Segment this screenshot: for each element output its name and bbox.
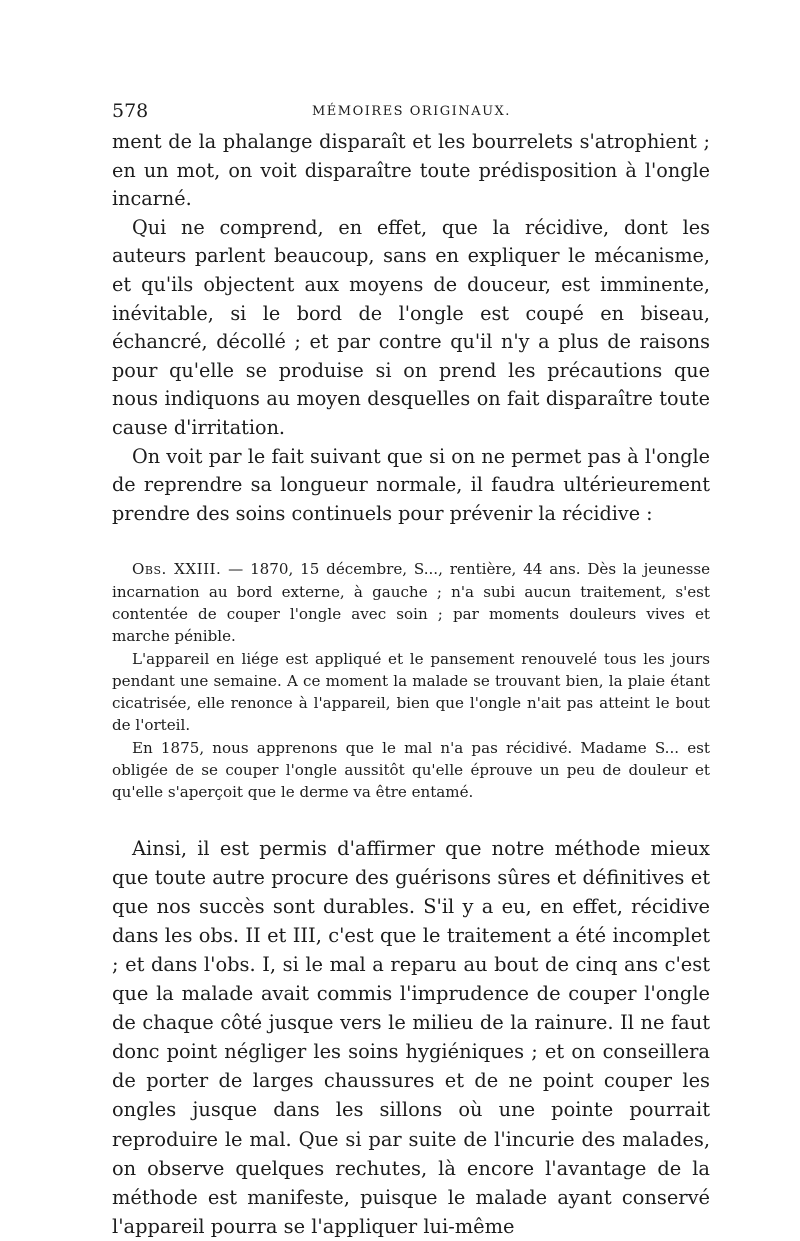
observation-block — [112, 558, 710, 803]
closing-paragraph: Ainsi, il est permis d'affirmer que notre méthode mieux que toute autre procure des guérisons sûres et définitives et que nos succès sont durables. S'il y a eu, en effet, récidive dans les obs. II et III, c'est que le traitement a été incomplet ; et dans l'obs. I, si le mal a reparu au bout de cinq ans c'est que la malade avait commis l'imprudence de couper l'ongle de chaque côté jusque vers le milieu de la rainure. Il ne faut donc point négliger les soins hygiéniques ; et on conseillera de porter de larges chaussures et de ne point couper les ongles jusque dans les sillons où une pointe pourrait reproduire le mal. Que si par suite de l'incurie des malades, on observe quelques rechutes, là encore l'avantage de la méthode est manifeste, puisque le malade ayant conservé l'appareil pourra se l'appliquer lui-même — [112, 836, 710, 1238]
main-text — [112, 128, 710, 528]
page-number: 578 — [112, 100, 149, 122]
observation-paragraph: En 1875, nous apprenons que le mal n'a pas récidivé. Madame S... est obligée de se couper l'ongle aussitôt qu'elle éprouve un peu de douleur et qu'elle s'aperçoit que le derme va être entamé. — [112, 738, 710, 802]
observation-label: Obs. XXIII. — [132, 560, 222, 579]
running-title: MÉMOIRES ORIGINAUX. — [312, 104, 511, 119]
observation-paragraph: L'appareil en liége est appliqué et le pansement renouvelé tous les jours pendant une semaine. A ce moment la malade se trouvant bien, la plaie étant cicatrisée, elle renonce à l'appareil, bien que l'ongle n'ait pas atteint le bout de l'orteil. — [112, 649, 710, 735]
running-head — [112, 100, 710, 128]
observation-details: — 1870, 15 décembre, S..., rentière, 44 ans. Dès la jeunesse incarnation au bord externe, à gauche ; n'a subi aucun traitement, s'est contentée de couper l'ongle avec soin ; par moments douleurs vives et marche pénible. — [112, 560, 711, 646]
observation-paragraph — [112, 558, 710, 647]
closing-section — [112, 834, 710, 1241]
paragraph: On voit par le fait suivant que si on ne permet pas à l'ongle de reprendre sa longueur normale, il faudra ultérieurement prendre des soins continuels pour prévenir la récidive : — [112, 444, 710, 525]
paragraph-continued: ment de la phalange disparaît et les bourrelets s'atrophient ; en un mot, on voit disparaître toute prédisposition à l'ongle incarné. — [112, 130, 710, 211]
paragraph: Qui ne comprend, en effet, que la récidive, dont les auteurs parlent beaucoup, sans en expliquer le mécanisme, et qu'ils objectent aux moyens de douceur, est imminente, inévitable, si le bord de l'ongle est coupé en biseau, échancré, décollé ; et par contre qu'il n'y a plus de raisons pour qu'elle se produise si on prend les précautions que nous indiquons au moyen desquelles on fait disparaître toute cause d'irritation. — [112, 215, 710, 439]
